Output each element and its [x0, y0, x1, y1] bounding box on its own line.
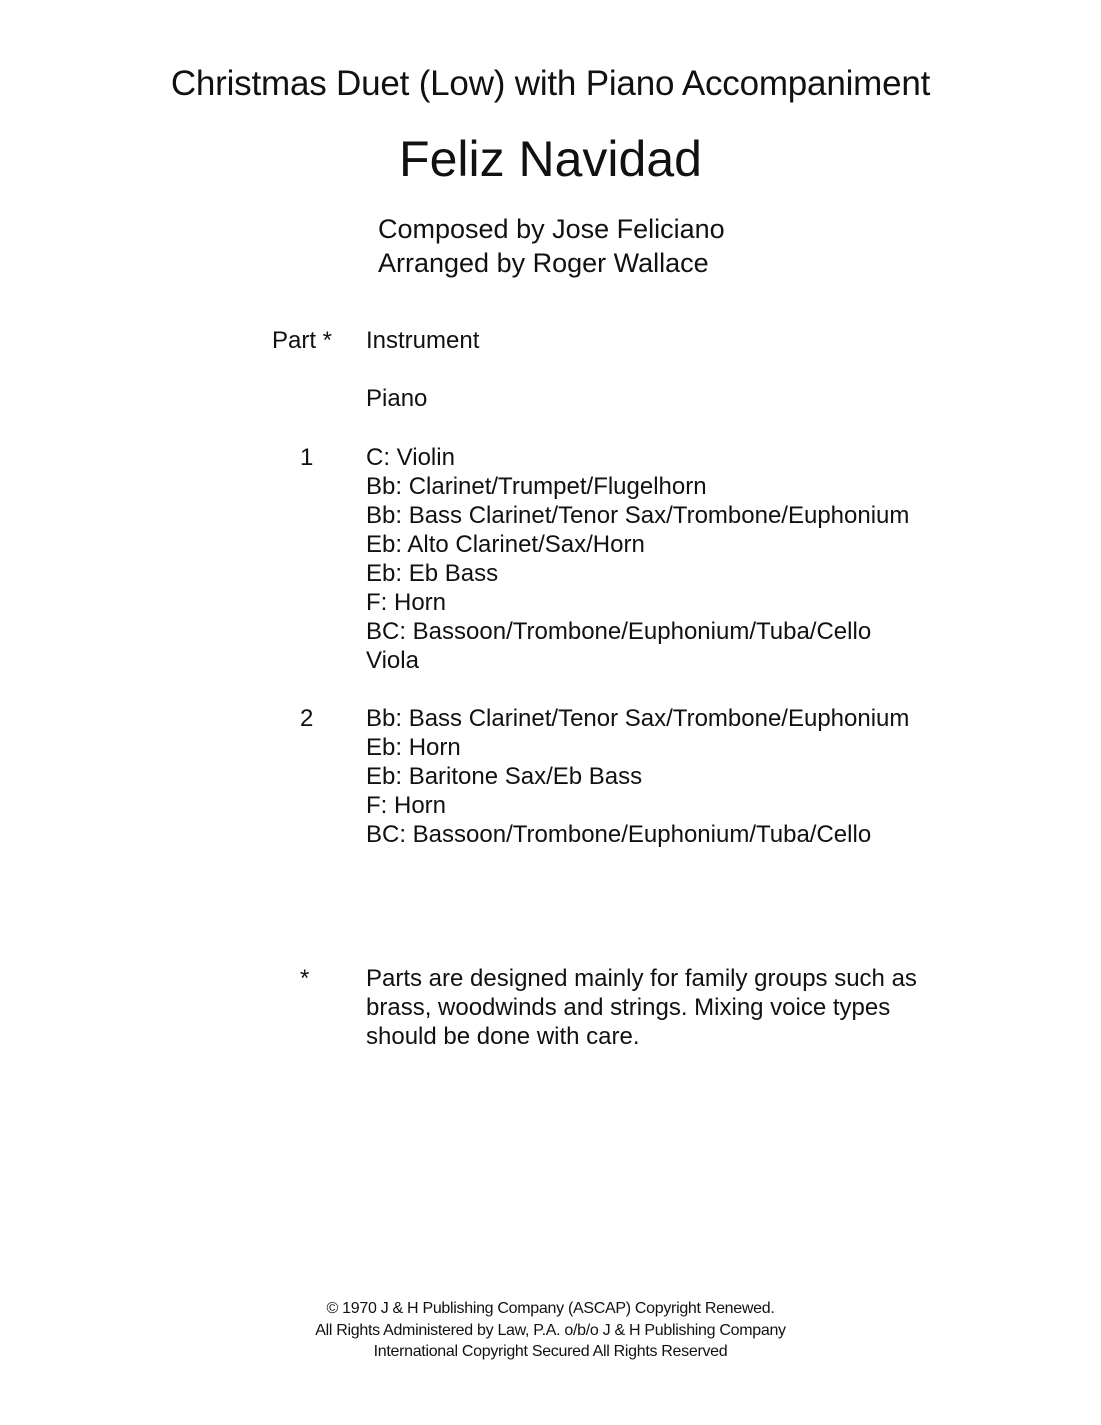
- part-1-number: 1: [300, 444, 314, 471]
- instrument-item: F: Horn: [366, 589, 447, 616]
- instrument-column-header: Instrument: [366, 327, 480, 354]
- copyright-footer: [0, 1298, 1101, 1363]
- part-1-instrument-list: [366, 443, 909, 675]
- rights-line: All Rights Administered by Law, P.A. o/b/o J & H Publishing Company: [315, 1321, 786, 1339]
- instrument-item: BC: Bassoon/Trombone/Euphonium/Tuba/Cello: [366, 821, 872, 848]
- footnote-marker: *: [300, 965, 310, 992]
- instrument-item: Bb: Bass Clarinet/Tenor Sax/Trombone/Euphonium: [366, 502, 910, 529]
- instrument-item: Viola: [366, 647, 419, 674]
- instrument-item: C: Violin: [366, 444, 455, 471]
- composer-credit: Composed by Jose Feliciano: [378, 214, 725, 244]
- instrument-item: Eb: Baritone Sax/Eb Bass: [366, 763, 643, 790]
- piano-entry: Piano: [366, 385, 428, 412]
- arranger-credit: Arranged by Roger Wallace: [378, 248, 709, 278]
- instrument-item: Eb: Alto Clarinet/Sax/Horn: [366, 531, 645, 558]
- instrument-item: F: Horn: [366, 792, 447, 819]
- instrument-item: Eb: Horn: [366, 734, 461, 761]
- instrument-item: Bb: Clarinet/Trumpet/Flugelhorn: [366, 473, 707, 500]
- part-2-instrument-list: [366, 704, 909, 849]
- copyright-line: © 1970 J & H Publishing Company (ASCAP) Copyright Renewed.: [326, 1300, 775, 1317]
- footnote-text: Parts are designed mainly for family groups such as brass, woodwinds and strings. Mixing voice types should be done with care.: [366, 965, 917, 1050]
- series-heading: Christmas Duet (Low) with Piano Accompaniment: [170, 64, 931, 103]
- instrument-item: Bb: Bass Clarinet/Tenor Sax/Trombone/Euphonium: [366, 705, 910, 732]
- instrument-item: Eb: Eb Bass: [366, 560, 499, 587]
- instrument-item: BC: Bassoon/Trombone/Euphonium/Tuba/Cello: [366, 618, 872, 645]
- part-column-header: Part *: [272, 327, 333, 354]
- part-2-number: 2: [300, 705, 314, 732]
- page-title: Feliz Navidad: [399, 131, 702, 187]
- international-line: International Copyright Secured All Rights Reserved: [373, 1343, 728, 1360]
